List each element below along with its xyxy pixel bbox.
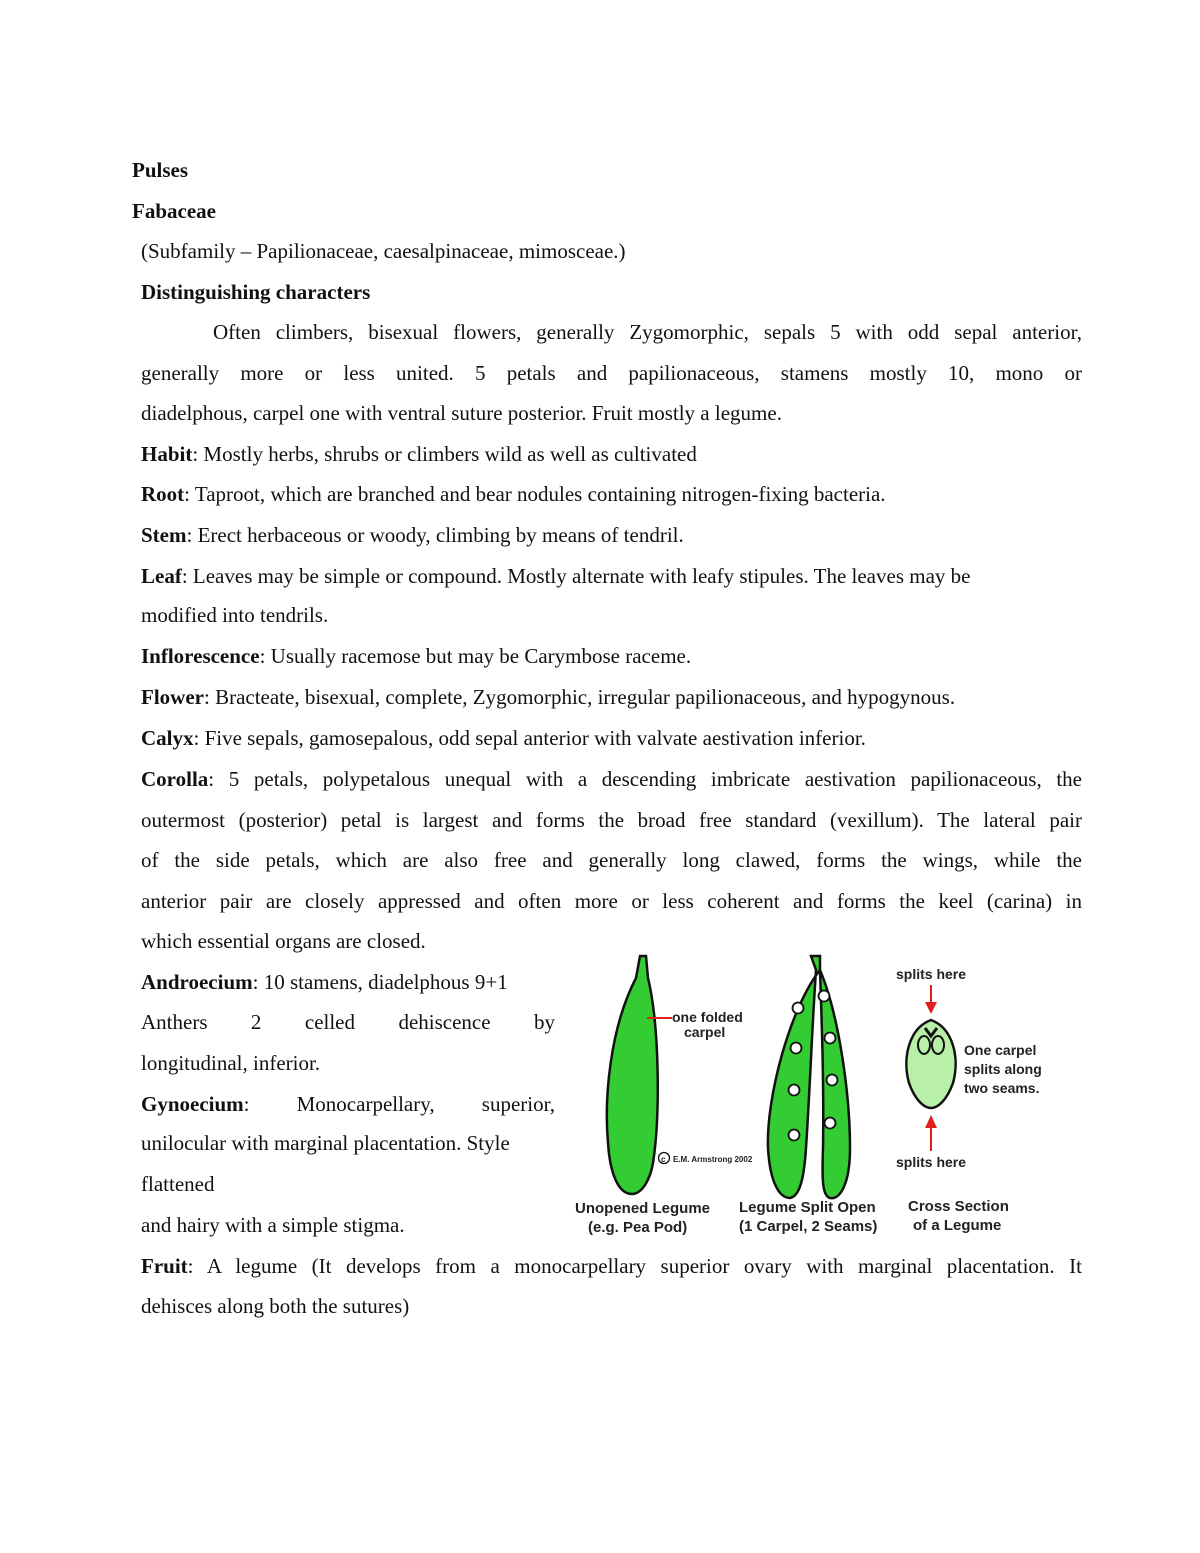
root-paragraph: Root: Taproot, which are branched and bear nodules containing nitrogen-fixing bacteria. xyxy=(141,482,886,506)
leaf-label: Leaf xyxy=(141,564,182,588)
gynoecium-line-2: unilocular with marginal placentation. Style xyxy=(141,1131,510,1155)
caption-unopened-2: (e.g. Pea Pod) xyxy=(588,1219,688,1236)
gynoecium-line-3: flattened xyxy=(141,1172,215,1196)
gynoecium-label: Gynoecium xyxy=(141,1092,244,1116)
stem-paragraph: Stem: Erect herbaceous or woody, climbing by means of tendril. xyxy=(141,523,684,547)
gynoecium-paragraph: Gynoecium: Monocarpellary, superior, xyxy=(141,1092,555,1116)
leaf-line-2: modified into tendrils. xyxy=(141,603,329,627)
androecium-paragraph: Androecium: 10 stamens, diadelphous 9+1 xyxy=(141,970,508,994)
caption-section-1: Cross Section xyxy=(908,1198,1009,1215)
root-label: Root xyxy=(141,482,185,506)
fruit-paragraph: Fruit: A legume (It develops from a monocarpellary superior ovary with marginal placentation. It xyxy=(141,1254,1082,1278)
caption-split-2: (1 Carpel, 2 Seams) xyxy=(739,1218,878,1235)
carpel-note-3: two seams. xyxy=(964,1080,1040,1096)
family-heading: Fabaceae xyxy=(132,199,216,223)
arrow-down-icon xyxy=(925,1002,937,1014)
caption-split-1: Legume Split Open xyxy=(739,1199,876,1216)
splits-here-top: splits here xyxy=(896,966,967,982)
folded-carpel-label-1: one folded xyxy=(672,1009,743,1025)
fruit-line-2: dehisces along both the sutures) xyxy=(141,1294,410,1318)
carpel-note-1: One carpel xyxy=(964,1042,1037,1058)
inflorescence-paragraph: Inflorescence: Usually racemose but may be Carymbose raceme. xyxy=(141,644,692,668)
arrow-up-icon xyxy=(925,1115,937,1128)
caption-section-2: of a Legume xyxy=(913,1217,1002,1234)
splits-here-bottom: splits here xyxy=(896,1154,967,1170)
cross-section-icon xyxy=(906,1020,955,1108)
distinguishing-line-1: Often climbers, bisexual flowers, generally Zygomorphic, sepals 5 with odd sepal anterior, xyxy=(213,320,1082,344)
legume-figure xyxy=(568,948,1068,1240)
page-title: Pulses xyxy=(132,158,189,182)
habit-label: Habit xyxy=(141,442,193,466)
gynoecium-line-4: and hairy with a simple stigma. xyxy=(141,1213,405,1237)
androecium-line-2: Anthers 2 celled dehiscence by xyxy=(141,1010,555,1034)
caption-unopened-1: Unopened Legume xyxy=(575,1200,711,1217)
flower-label: Flower xyxy=(141,685,204,709)
carpel-note-2: splits along xyxy=(964,1061,1042,1077)
corolla-line-3: of the side petals, which are also free and generally long clawed, forms the wings, while the xyxy=(141,848,1082,872)
corolla-line-5: which essential organs are closed. xyxy=(141,929,426,953)
flower-paragraph: Flower: Bracteate, bisexual, complete, Zygomorphic, irregular papilionaceous, and hypogynous. xyxy=(141,685,956,709)
copyright-text: E.M. Armstrong 2002 xyxy=(673,1155,753,1164)
corolla-line-2: outermost (posterior) petal is largest and forms the broad free standard (vexillum). The lateral pair xyxy=(141,808,1082,832)
calyx-paragraph: Calyx: Five sepals, gamosepalous, odd sepal anterior with valvate aestivation inferior. xyxy=(141,726,866,750)
split-pod-icon xyxy=(768,956,850,1198)
folded-carpel-label-2: carpel xyxy=(684,1024,726,1040)
corolla-label: Corolla xyxy=(141,767,209,791)
inflorescence-label: Inflorescence xyxy=(141,644,260,668)
androecium-label: Androecium xyxy=(141,970,253,994)
distinguishing-line-2: generally more or less united. 5 petals and papilionaceous, stamens mostly 10, mono or xyxy=(141,361,1082,385)
androecium-line-3: longitudinal, inferior. xyxy=(141,1051,321,1075)
fruit-label: Fruit xyxy=(141,1254,188,1278)
stem-label: Stem xyxy=(141,523,187,547)
corolla-line-1: Corolla: 5 petals, polypetalous unequal with a descending imbricate aestivation papilionaceous, the xyxy=(141,767,1082,791)
distinguishing-line-3: diadelphous, carpel one with ventral suture posterior. Fruit mostly a legume. xyxy=(141,401,782,425)
corolla-line-4: anterior pair are closely appressed and often more or less coherent and forms the keel (carina) in xyxy=(141,889,1082,913)
leaf-paragraph: Leaf: Leaves may be simple or compound. Mostly alternate with leafy stipules. The leaves may be xyxy=(141,564,971,588)
distinguishing-heading: Distinguishing characters xyxy=(141,280,371,304)
subfamily-text: (Subfamily – Papilionaceae, caesalpinaceae, mimosceae.) xyxy=(141,239,626,263)
habit-paragraph: Habit: Mostly herbs, shrubs or climbers wild as well as cultivated xyxy=(141,442,697,466)
calyx-label: Calyx xyxy=(141,726,194,750)
unopened-pod-icon xyxy=(607,956,658,1194)
svg-text:c: c xyxy=(661,1155,666,1164)
